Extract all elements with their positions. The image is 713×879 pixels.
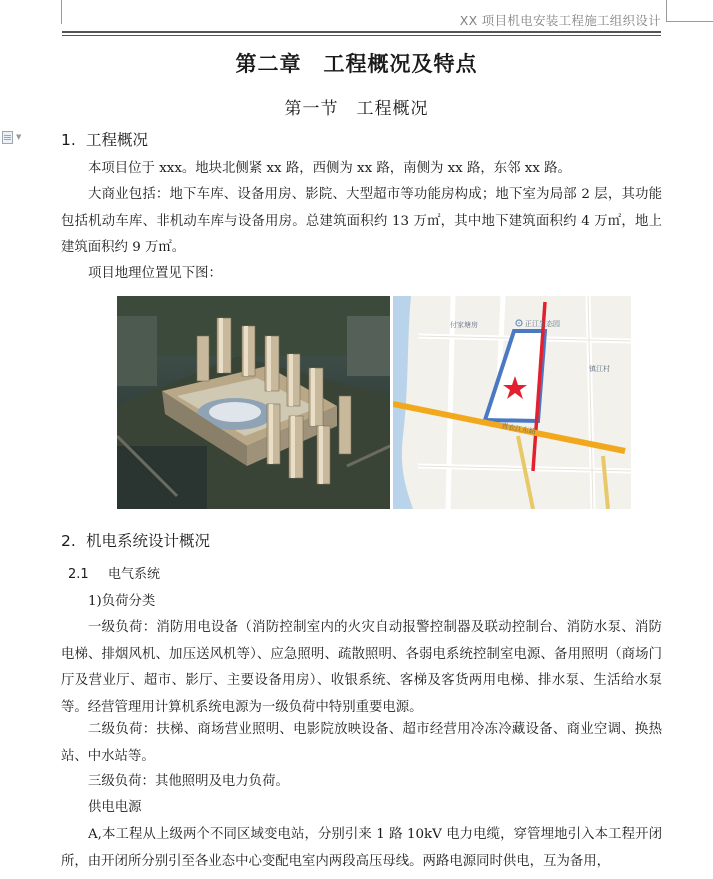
map-label-road: 青衣江东路 [500, 422, 537, 437]
map-label-town: 镇江村 [589, 365, 610, 373]
paragraph-second-class-load: 二级负荷：扶梯、商场营业照明、电影院放映设备、超市经营用冷冻冷藏设备、商业空调、换热站、中水站等。 [61, 722, 662, 764]
heading-mep-design [61, 529, 210, 551]
navigation-pane-toggle[interactable] [2, 130, 30, 144]
crop-mark-right-horizontal [666, 21, 713, 22]
heading-text: 电气系统 [108, 567, 161, 582]
heading-text: 工程概况 [86, 131, 149, 149]
heading-project-overview [61, 128, 148, 150]
caret-down-icon: ▼ [16, 133, 22, 141]
heading-number: 1. [61, 131, 76, 149]
paragraph-load-classification: 1)负荷分类 [88, 594, 156, 609]
document-icon [2, 131, 13, 144]
map-label-park: 正江生态园 [525, 320, 560, 328]
paragraph-third-class-load: 三级负荷：其他照明及电力负荷。 [88, 774, 289, 789]
section-title: 第一节 工程概况 [284, 99, 429, 119]
paragraph-power-supply: 供电电源 [88, 800, 142, 815]
aerial-rendering-image [117, 296, 390, 509]
paragraph-power-supply-detail: A,本工程从上级两个不同区域变电站，分别引来 1 路 10kV 电力电缆，穿管埋地引入本工程开闭所，由开闭所分别引至各业态中心变配电室内两段高压母线。两路电源同时供电，互为备用， [61, 827, 662, 869]
heading-electrical-system [68, 563, 160, 582]
location-map-image [393, 296, 631, 509]
heading-text: 机电系统设计概况 [86, 532, 211, 550]
paragraph-commercial: 大商业包括：地下车库、设备用房、影院、大型超市等功能房构成；地下室为局部 2 层，其功能包括机动车库、非机动车库与设备用房。总建筑面积约 13 万㎡，其中地下建筑面积约 4 万㎡，地上建筑面积约 9 万㎡。 [61, 187, 662, 255]
header-rule-thin [62, 35, 661, 36]
crop-mark-right [666, 0, 667, 22]
heading-number: 2.1 [68, 567, 89, 582]
paragraph-location: 本项目位于 xxx。地块北侧紧 xx 路，西侧为 xx 路，南侧为 xx 路，东邻 xx 路。 [88, 161, 571, 176]
paragraph-figure-intro: 项目地理位置见下图： [88, 266, 222, 281]
crop-mark-left [61, 0, 62, 24]
running-header: XX 项目机电安装工程施工组织设计 [459, 13, 661, 28]
map-label-village: 付家塘房 [450, 321, 478, 329]
heading-number: 2. [61, 532, 76, 550]
paragraph-first-class-load: 一级负荷：消防用电设备（消防控制室内的火灾自动报警控制器及联动控制台、消防水泵、消防电梯、排烟风机、加压送风机等）、应急照明、疏散照明、各弱电系统控制室电源、备用照明（商场门厅及营业厅、超市、影厅、主要设备用房）、收银系统、客梯及客货两用电梯、排水泵、生活给水泵等。经营管理用计算机系统电源为一级负荷中特别重要电源。 [61, 620, 662, 715]
chapter-title: 第二章 工程概况及特点 [235, 52, 478, 76]
header-rule-thick [62, 31, 661, 33]
